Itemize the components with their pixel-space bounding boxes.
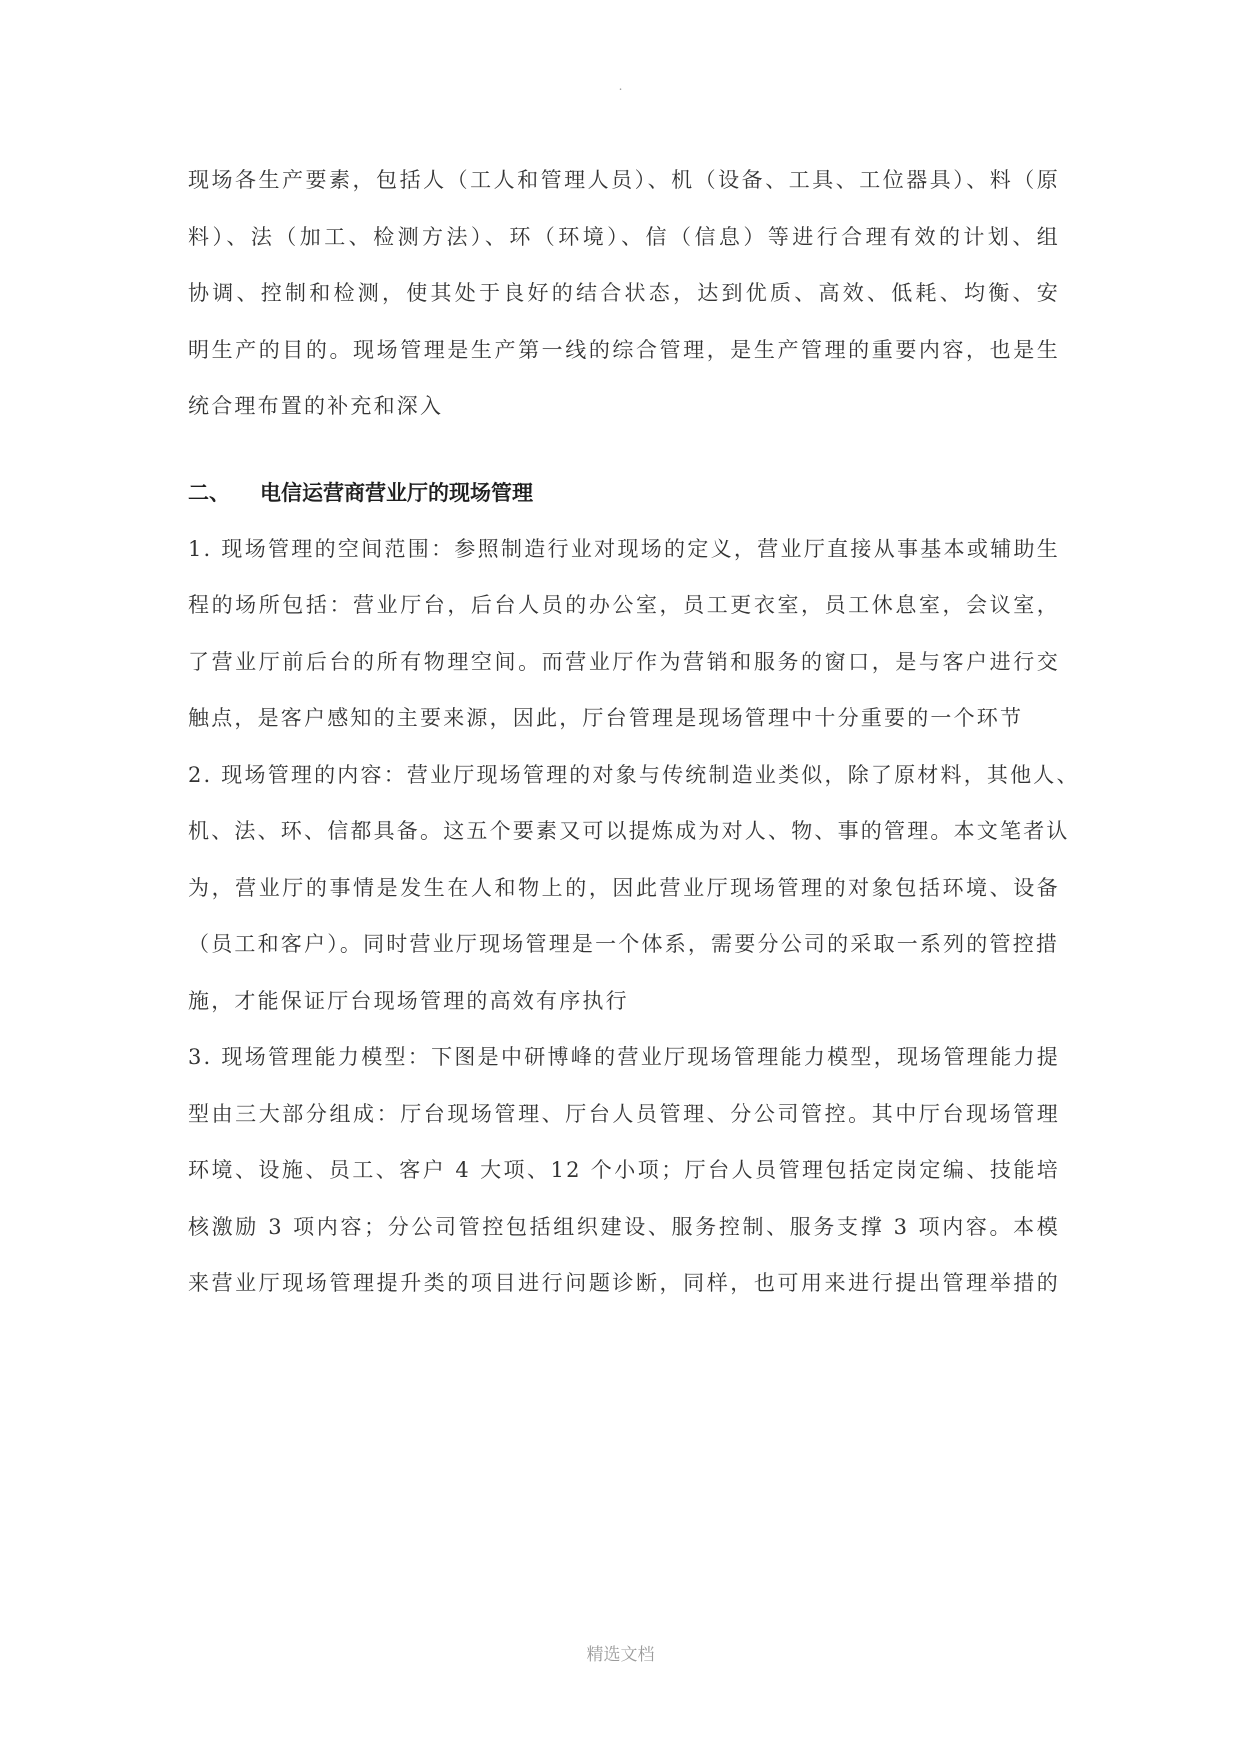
- text-line: 2. 现场管理的内容：营业厅现场管理的对象与传统制造业类似，除了原材料，其他人、: [188, 762, 1080, 787]
- text-line: （员工和客户）。同时营业厅现场管理是一个体系，需要分公司的采取一系列的管控措: [188, 932, 1060, 956]
- text-line: 环境、设施、员工、客户 4 大项、12 个小项；厅台人员管理包括定岗定编、技能培: [188, 1158, 1060, 1182]
- section-heading: [188, 465, 1060, 521]
- text-line: 为，营业厅的事情是发生在人和物上的，因此营业厅现场管理的对象包括环境、设备: [188, 875, 1060, 900]
- text-line: 机、法、环、信都具备。这五个要素又可以提炼成为对人、物、事的管理。本文笔者认: [188, 819, 1070, 843]
- text-line: 现场各生产要素，包括人（工人和管理人员）、机（设备、工具、工位器具）、料（原: [188, 168, 1060, 192]
- text-line: 1. 现场管理的空间范围：参照制造行业对现场的定义，营业厅直接从事基本或辅助生: [188, 536, 1060, 561]
- text-line: 协调、控制和检测，使其处于良好的结合状态，达到优质、高效、低耗、均衡、安: [188, 281, 1060, 305]
- text-line: 了营业厅前后台的所有物理空间。而营业厅作为营销和服务的窗口，是与客户进行交: [188, 649, 1060, 674]
- paragraph-space-scope: [188, 521, 1060, 747]
- text-line: 程的场所包括：营业厅台，后台人员的办公室，员工更衣室，员工休息室，会议室，: [188, 593, 1060, 617]
- text-line: 明生产的目的。现场管理是生产第一线的综合管理，是生产管理的重要内容，也是生: [188, 337, 1060, 362]
- section-number: 二、: [188, 480, 230, 505]
- text-line: 触点，是客户感知的主要来源，因此，厅台管理是现场管理中十分重要的一个环节: [188, 706, 1024, 730]
- section-title: 电信运营商营业厅的现场管理: [260, 480, 533, 505]
- header-mark: .: [618, 79, 623, 93]
- paragraph-capability-model: [188, 1029, 1060, 1312]
- text-line: 料）、法（加工、检测方法）、环（环境）、信（信息）等进行合理有效的计划、组: [188, 224, 1060, 249]
- text-line: 3. 现场管理能力模型：下图是中研博峰的营业厅现场管理能力模型，现场管理能力提: [188, 1045, 1060, 1069]
- page-content: [188, 152, 1080, 1312]
- text-line: 型由三大部分组成：厅台现场管理、厅台人员管理、分公司管控。其中厅台现场管理: [188, 1101, 1060, 1126]
- text-line: 统合理布置的补充和深入: [188, 394, 444, 418]
- page-footer: 精选文档: [586, 1645, 655, 1665]
- intro-paragraph: [188, 152, 1060, 435]
- text-line: 来营业厅现场管理提升类的项目进行问题诊断，同样，也可用来进行提出管理举措的: [188, 1271, 1060, 1295]
- text-line: 核激励 3 项内容；分公司管控包括组织建设、服务控制、服务支撑 3 项内容。本模: [188, 1214, 1060, 1239]
- text-line: 施，才能保证厅台现场管理的高效有序执行: [188, 988, 629, 1013]
- paragraph-content: [188, 747, 1080, 1030]
